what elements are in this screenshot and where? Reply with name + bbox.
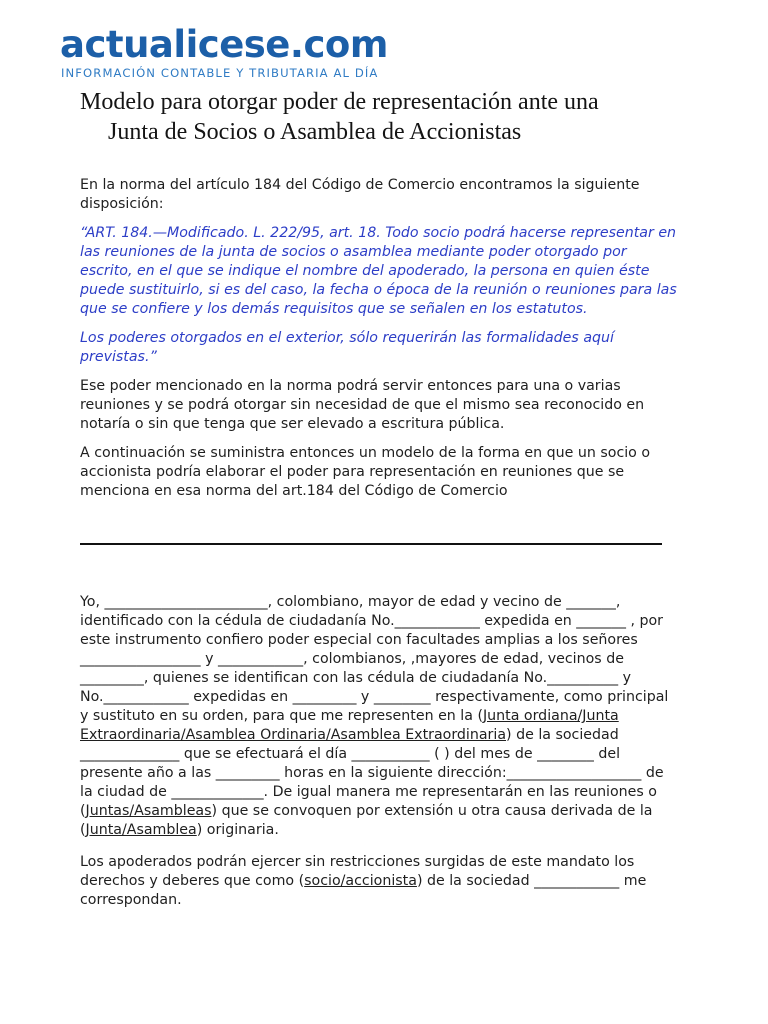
quote-paragraph-2: Los poderes otorgados en el exterior, sólo requerirán las formalidades aquí previstas.” — [80, 330, 614, 365]
origin-meeting-options: Junta/Asamblea — [85, 822, 197, 838]
form-text: ) que se convoquen por extensión u otra causa derivada de la ( — [80, 803, 653, 838]
document-title — [80, 87, 720, 147]
form-text: Los apoderados podrán ejercer sin restricciones surgidas de este mandato los derechos y deberes que como ( — [80, 854, 635, 889]
form-text: ) de la sociedad ____________ me correspondan. — [80, 873, 647, 908]
meetings-options: Juntas/Asambleas — [85, 803, 212, 819]
form-text: ) de la sociedad ______________ que se efectuará el día ___________ ( ) del mes de ________ del presente año a las _________ horas en la siguiente dirección:___________________ de la ciudad de _____________. De igual manera me representarán en las reuniones o ( — [80, 727, 664, 819]
document-body — [80, 176, 680, 511]
title-line-1: Modelo para otorgar poder de representación ante una — [80, 89, 599, 115]
title-line-2: Junta de Socios o Asamblea de Accionistas — [108, 119, 522, 145]
site-tagline: INFORMACIÓN CONTABLE Y TRIBUTARIA AL DÍA — [61, 66, 379, 80]
form-text: Yo, _______________________, colombiano, mayor de edad y vecino de _______, identificado con la cédula de ciudadanía No.____________ expedida en _______ , por este instrumento confiero poder especial con facultades amplias a los señores _________________ y ____________, colombianos, ,mayores de edad, vecinos de _________, quienes se identifican con las cédula de ciudadanía No.__________ y No.____________ expedidas en _________ y ________ respectivamente, como principal y sustituto en su orden, para que me representen en la ( — [80, 594, 669, 724]
section-divider — [80, 543, 662, 545]
role-options: socio/accionista — [304, 873, 417, 889]
form-text: ) originaria. — [196, 822, 279, 838]
form-paragraph-2 — [80, 853, 670, 910]
explanation-paragraph: Ese poder mencionado en la norma podrá servir entonces para una o varias reuniones y se podrá otorgar sin necesidad de que el mismo sea reconocido en notaría o sin que tenga que ser elevado a escritura pública. — [80, 378, 645, 432]
model-intro-paragraph: A continuación se suministra entonces un modelo de la forma en que un socio o accionista podría elaborar el poder para representación en reuniones que se menciona en esa norma del art.184 del Código de Comercio — [80, 445, 651, 499]
site-logo[interactable]: actualicese.com — [60, 23, 388, 66]
meeting-type-options: Junta ordiana/Junta Extraordinaria/Asamblea Ordinaria/Asamblea Extraordinaria — [80, 708, 619, 743]
intro-paragraph: En la norma del artículo 184 del Código de Comercio encontramos la siguiente disposición: — [80, 177, 640, 212]
form-paragraph-1 — [80, 593, 670, 840]
power-of-attorney-template — [80, 593, 670, 923]
quote-paragraph-1: “ART. 184.—Modificado. L. 222/95, art. 18. Todo socio podrá hacerse representar en las reuniones de la junta de socios o asamblea mediante poder otorgado por escrito, en el que se indique el nombre del apoderado, la persona en quien éste puede sustituirlo, si es del caso, la fecha o época de la reunión o reuniones para las que se confiere y los demás requisitos que se señalen en los estatutos. — [80, 225, 677, 317]
